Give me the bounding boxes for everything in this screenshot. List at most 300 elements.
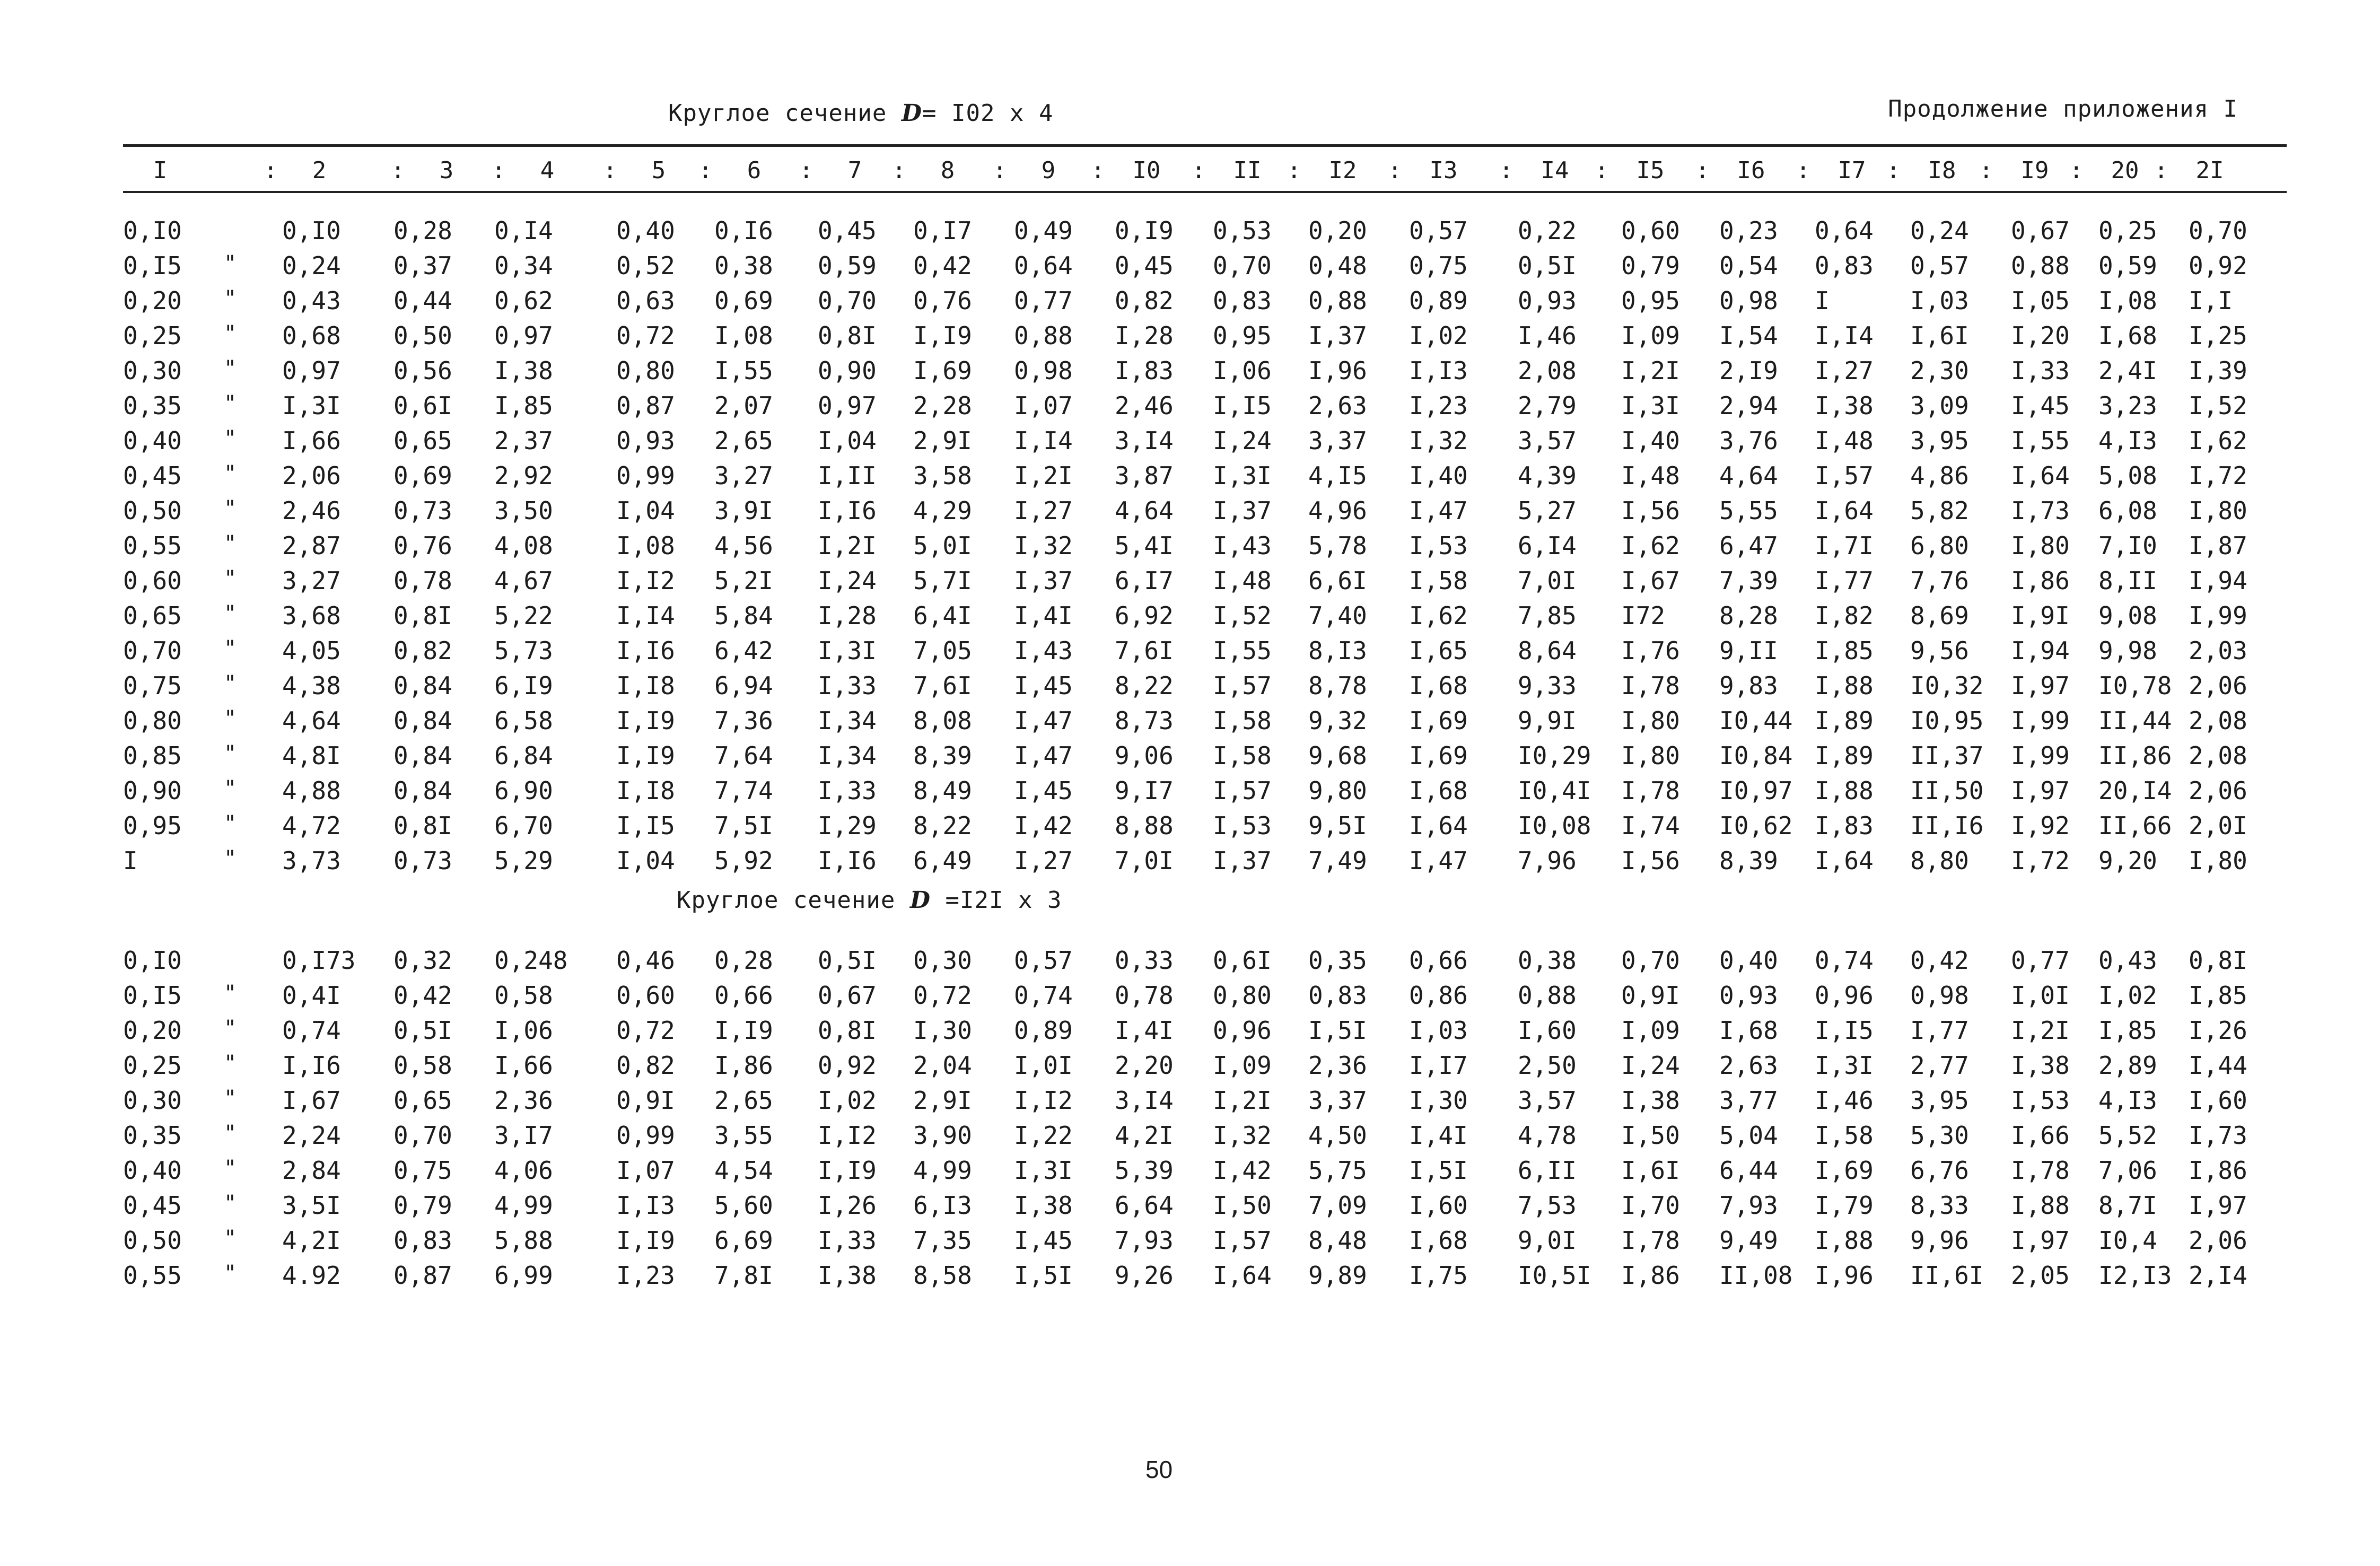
column-separator: : bbox=[603, 157, 617, 184]
table-cell: I,04 bbox=[616, 846, 675, 875]
table-row bbox=[123, 1121, 2287, 1155]
table-cell: 0,72 bbox=[616, 1016, 675, 1045]
table-cell: 0,76 bbox=[913, 286, 972, 315]
table-cell: I0,84 bbox=[1719, 741, 1793, 770]
table-cell: 0,8I bbox=[818, 321, 877, 350]
table-cell: 6,47 bbox=[1719, 531, 1778, 560]
table-cell: 0,20 bbox=[1308, 216, 1367, 245]
table-cell: I0,4 bbox=[2098, 1226, 2157, 1255]
table-cell: 2,87 bbox=[282, 531, 341, 560]
table-cell: 2,50 bbox=[1518, 1051, 1577, 1080]
table-cell: 0,99 bbox=[616, 1121, 675, 1150]
table-cell: I,79 bbox=[1815, 1191, 1874, 1220]
table-cell: I,99 bbox=[2189, 601, 2247, 630]
table-cell: I,83 bbox=[1115, 356, 1174, 385]
table-cell: 7,40 bbox=[1308, 601, 1367, 630]
table-cell: I,72 bbox=[2189, 461, 2247, 490]
table-cell: I,47 bbox=[1409, 496, 1468, 525]
row-label: 0,30 bbox=[123, 356, 182, 385]
table-cell: I,05 bbox=[2011, 286, 2070, 315]
row-label: 0,55 bbox=[123, 1261, 182, 1290]
table-cell: I,I5 bbox=[1213, 391, 1272, 420]
table-cell: I,86 bbox=[2011, 566, 2070, 595]
table-row bbox=[123, 216, 2287, 250]
table-cell: I,27 bbox=[1014, 496, 1073, 525]
table-cell: 3,27 bbox=[714, 461, 773, 490]
table-cell: I,42 bbox=[1014, 811, 1073, 840]
table-cell: 0,73 bbox=[393, 846, 452, 875]
table-cell: 3,95 bbox=[1910, 426, 1969, 455]
column-separator: : bbox=[1192, 157, 1206, 184]
table-cell: I,47 bbox=[1409, 846, 1468, 875]
row-label: 0,90 bbox=[123, 776, 182, 805]
table-cell: 8,33 bbox=[1910, 1191, 1969, 1220]
table-cell: 0,8I bbox=[2189, 946, 2247, 975]
table-cell: 3,50 bbox=[494, 496, 553, 525]
table-row bbox=[123, 251, 2287, 285]
table-cell: I,27 bbox=[1014, 846, 1073, 875]
table-row bbox=[123, 846, 2287, 880]
table-cell: 7,6I bbox=[1115, 636, 1174, 665]
table-cell: 4,78 bbox=[1518, 1121, 1577, 1150]
table-cell: 4,64 bbox=[1719, 461, 1778, 490]
table-cell: I,56 bbox=[1621, 496, 1680, 525]
table-row bbox=[123, 321, 2287, 355]
table-cell: 3,73 bbox=[282, 846, 341, 875]
ditto-mark: " bbox=[224, 811, 237, 836]
table-cell: I,48 bbox=[1621, 461, 1680, 490]
table-row bbox=[123, 286, 2287, 320]
table-cell: I,28 bbox=[818, 601, 877, 630]
table-cell: I,40 bbox=[1409, 461, 1468, 490]
table-cell: I,09 bbox=[1621, 1016, 1680, 1045]
table-cell: 0,98 bbox=[1719, 286, 1778, 315]
column-header: I0 bbox=[1132, 157, 1161, 184]
table-cell: 0,33 bbox=[1115, 946, 1174, 975]
table-cell: 0,65 bbox=[393, 426, 452, 455]
table-cell: I,70 bbox=[1621, 1191, 1680, 1220]
table-cell: 0,I0 bbox=[282, 216, 341, 245]
table-cell: 3,87 bbox=[1115, 461, 1174, 490]
table-cell: I,55 bbox=[2011, 426, 2070, 455]
table-cell: 0,25 bbox=[2098, 216, 2157, 245]
table-cell: I,08 bbox=[714, 321, 773, 350]
table-cell: 0,68 bbox=[282, 321, 341, 350]
table-cell: 7,93 bbox=[1115, 1226, 1174, 1255]
table-cell: I,56 bbox=[1621, 846, 1680, 875]
row-label: 0,30 bbox=[123, 1086, 182, 1115]
column-header: I4 bbox=[1541, 157, 1569, 184]
table-cell: I0,5I bbox=[1518, 1261, 1591, 1290]
table-row bbox=[123, 1226, 2287, 1260]
table-cell: 6,I3 bbox=[913, 1191, 972, 1220]
table-cell: I,99 bbox=[2011, 706, 2070, 735]
table-cell: I,3I bbox=[1815, 1051, 1874, 1080]
table-cell: I,5I bbox=[1409, 1156, 1468, 1185]
table-cell: I,24 bbox=[818, 566, 877, 595]
table-cell: 0,97 bbox=[818, 391, 877, 420]
table-cell: I,80 bbox=[2011, 531, 2070, 560]
table-cell: 4,50 bbox=[1308, 1121, 1367, 1150]
table-cell: I0,78 bbox=[2098, 671, 2172, 700]
table-cell: 2,03 bbox=[2189, 636, 2247, 665]
table-cell: 8,88 bbox=[1115, 811, 1174, 840]
table-cell: 9,26 bbox=[1115, 1261, 1174, 1290]
table-cell: 2,07 bbox=[714, 391, 773, 420]
table-cell: 5,04 bbox=[1719, 1121, 1778, 1150]
table-cell: 0,70 bbox=[2189, 216, 2247, 245]
table-cell: I,34 bbox=[818, 741, 877, 770]
column-header: I5 bbox=[1636, 157, 1665, 184]
table-cell: 2,I4 bbox=[2189, 1261, 2247, 1290]
table-cell: 0,I6 bbox=[714, 216, 773, 245]
table-cell: 0,95 bbox=[1621, 286, 1680, 315]
table-cell: 0,73 bbox=[393, 496, 452, 525]
table-cell: I,4I bbox=[1115, 1016, 1174, 1045]
ditto-mark: " bbox=[224, 391, 237, 416]
table-cell: 3,I4 bbox=[1115, 426, 1174, 455]
table-cell: 8,7I bbox=[2098, 1191, 2157, 1220]
table-cell: 2,36 bbox=[494, 1086, 553, 1115]
table-cell: 6,64 bbox=[1115, 1191, 1174, 1220]
table-cell: I,I9 bbox=[616, 741, 675, 770]
column-separator: : bbox=[1499, 157, 1513, 184]
table-cell: 0,38 bbox=[1518, 946, 1577, 975]
table-cell: 6,70 bbox=[494, 811, 553, 840]
table-cell: 0,98 bbox=[1014, 356, 1073, 385]
table-cell: I,77 bbox=[1910, 1016, 1969, 1045]
table-cell: I,92 bbox=[2011, 811, 2070, 840]
column-separator: : bbox=[1796, 157, 1810, 184]
column-header: 2 bbox=[312, 157, 327, 184]
table-cell: 2,4I bbox=[2098, 356, 2157, 385]
table-cell: 7,0I bbox=[1518, 566, 1577, 595]
table-cell: I,52 bbox=[2189, 391, 2247, 420]
table-cell: 0,5I bbox=[393, 1016, 452, 1045]
table-cell: 4,99 bbox=[913, 1156, 972, 1185]
table-cell: I,I8 bbox=[616, 671, 675, 700]
ditto-mark: " bbox=[224, 601, 237, 626]
column-separator: : bbox=[1979, 157, 1993, 184]
table-cell: 5,30 bbox=[1910, 1121, 1969, 1150]
table-cell: 0,64 bbox=[1014, 251, 1073, 280]
table-cell: 0,80 bbox=[1213, 981, 1272, 1010]
table-cell: I,I2 bbox=[818, 1121, 877, 1150]
table-cell: I,24 bbox=[1621, 1051, 1680, 1080]
table-cell: 5,92 bbox=[714, 846, 773, 875]
header-bottom-rule bbox=[123, 191, 2287, 193]
table-cell: I,4I bbox=[1014, 601, 1073, 630]
table-cell: 6,69 bbox=[714, 1226, 773, 1255]
table-cell: I,08 bbox=[2098, 286, 2157, 315]
table-cell: I0,97 bbox=[1719, 776, 1793, 805]
table-cell: I,62 bbox=[1621, 531, 1680, 560]
table-cell: 2,0I bbox=[2189, 811, 2247, 840]
table-cell: I,69 bbox=[1815, 1156, 1874, 1185]
table-cell: 0,88 bbox=[1308, 286, 1367, 315]
row-label: 0,I5 bbox=[123, 981, 182, 1010]
table-cell: I,57 bbox=[1213, 776, 1272, 805]
ditto-mark: " bbox=[224, 671, 237, 696]
table-cell: 9,06 bbox=[1115, 741, 1174, 770]
table-row bbox=[123, 946, 2287, 980]
table-cell: 0,45 bbox=[1115, 251, 1174, 280]
table-row bbox=[123, 811, 2287, 845]
table-cell: 2,36 bbox=[1308, 1051, 1367, 1080]
table-cell: 0,248 bbox=[494, 946, 568, 975]
table-cell: 7,5I bbox=[714, 811, 773, 840]
row-label: 0,45 bbox=[123, 461, 182, 490]
table-cell: I,3I bbox=[282, 391, 341, 420]
table-cell: 8,69 bbox=[1910, 601, 1969, 630]
table-cell: 2,28 bbox=[913, 391, 972, 420]
row-label: 0,I0 bbox=[123, 216, 182, 245]
table-cell: I,88 bbox=[1815, 671, 1874, 700]
table-cell: I,38 bbox=[818, 1261, 877, 1290]
table-cell: I,65 bbox=[1409, 636, 1468, 665]
table-cell: 2,06 bbox=[282, 461, 341, 490]
header-top-rule bbox=[123, 144, 2287, 147]
table-cell: I,86 bbox=[1621, 1261, 1680, 1290]
table-cell: 0,44 bbox=[393, 286, 452, 315]
ditto-mark: " bbox=[224, 1191, 237, 1215]
table-cell: 0,74 bbox=[1014, 981, 1073, 1010]
table-cell: I,74 bbox=[1621, 811, 1680, 840]
table-cell: I,I9 bbox=[818, 1156, 877, 1185]
table-cell: II,50 bbox=[1910, 776, 1984, 805]
row-label: 0,20 bbox=[123, 286, 182, 315]
table-cell: 8,39 bbox=[1719, 846, 1778, 875]
table-cell: I,32 bbox=[1014, 531, 1073, 560]
ditto-mark: " bbox=[224, 531, 237, 556]
table-cell: I,69 bbox=[1409, 706, 1468, 735]
table-cell: 0,93 bbox=[1719, 981, 1778, 1010]
table-cell: I,78 bbox=[1621, 671, 1680, 700]
table-cell: I,85 bbox=[494, 391, 553, 420]
column-header: 5 bbox=[651, 157, 666, 184]
table-cell: I,64 bbox=[1213, 1261, 1272, 1290]
row-label: 0,85 bbox=[123, 741, 182, 770]
table-cell: I,97 bbox=[2189, 1191, 2247, 1220]
table-cell: I,62 bbox=[1409, 601, 1468, 630]
table-cell: 0,93 bbox=[1518, 286, 1577, 315]
ditto-mark: " bbox=[224, 356, 237, 381]
table-cell: 7,53 bbox=[1518, 1191, 1577, 1220]
table-cell: I,26 bbox=[818, 1191, 877, 1220]
table-cell: 2,46 bbox=[1115, 391, 1174, 420]
section-subtitle bbox=[677, 887, 1062, 914]
column-header: 6 bbox=[747, 157, 762, 184]
table-cell: 8,78 bbox=[1308, 671, 1367, 700]
table-cell: I,I9 bbox=[616, 706, 675, 735]
table-cell: I bbox=[1815, 286, 1830, 315]
column-separator: : bbox=[2069, 157, 2084, 184]
table-cell: I,I9 bbox=[714, 1016, 773, 1045]
table-cell: 9,68 bbox=[1308, 741, 1367, 770]
table-cell: I,53 bbox=[2011, 1086, 2070, 1115]
column-separator: : bbox=[1886, 157, 1901, 184]
table-cell: 0,42 bbox=[913, 251, 972, 280]
table-cell: II,66 bbox=[2098, 811, 2172, 840]
table-cell: 4,05 bbox=[282, 636, 341, 665]
table-row bbox=[123, 1086, 2287, 1120]
table-cell: 9,56 bbox=[1910, 636, 1969, 665]
table-cell: 0,77 bbox=[1014, 286, 1073, 315]
table-cell: 0,58 bbox=[393, 1051, 452, 1080]
table-row bbox=[123, 981, 2287, 1015]
table-cell: II,6I bbox=[1910, 1261, 1984, 1290]
table-cell: 2,20 bbox=[1115, 1051, 1174, 1080]
table-cell: I2,I3 bbox=[2098, 1261, 2172, 1290]
table-cell: I,37 bbox=[1308, 321, 1367, 350]
table-cell: 3,77 bbox=[1719, 1086, 1778, 1115]
table-row bbox=[123, 391, 2287, 425]
table-cell: I,46 bbox=[1815, 1086, 1874, 1115]
table-cell: 8,I3 bbox=[1308, 636, 1367, 665]
column-separator: : bbox=[799, 157, 813, 184]
table-cell: I,96 bbox=[1815, 1261, 1874, 1290]
table-cell: 3,I4 bbox=[1115, 1086, 1174, 1115]
table-cell: I,33 bbox=[2011, 356, 2070, 385]
table-cell: 2,06 bbox=[2189, 1226, 2247, 1255]
table-cell: 2,77 bbox=[1910, 1051, 1969, 1080]
table-cell: I,72 bbox=[2011, 846, 2070, 875]
table-cell: 0,83 bbox=[1815, 251, 1874, 280]
table-cell: 6,94 bbox=[714, 671, 773, 700]
table-cell: 0,I9 bbox=[1115, 216, 1174, 245]
ditto-mark: " bbox=[224, 1016, 237, 1040]
table-cell: I,38 bbox=[1014, 1191, 1073, 1220]
ditto-mark: " bbox=[224, 1226, 237, 1250]
table-cell: 0,77 bbox=[2011, 946, 2070, 975]
table-cell: I,78 bbox=[1621, 776, 1680, 805]
table-cell: 0,74 bbox=[282, 1016, 341, 1045]
ditto-mark: " bbox=[224, 321, 237, 346]
table-cell: 5,73 bbox=[494, 636, 553, 665]
table-cell: I,60 bbox=[1409, 1191, 1468, 1220]
table-cell: 6,44 bbox=[1719, 1156, 1778, 1185]
table-cell: 0,57 bbox=[1014, 946, 1073, 975]
table-cell: 6,58 bbox=[494, 706, 553, 735]
table-cell: 0,5I bbox=[818, 946, 877, 975]
table-cell: 0,78 bbox=[1115, 981, 1174, 1010]
column-separator: : bbox=[1091, 157, 1105, 184]
table-cell: 0,83 bbox=[393, 1226, 452, 1255]
table-cell: I,2I bbox=[1213, 1086, 1272, 1115]
table-cell: I,46 bbox=[1518, 321, 1577, 350]
column-separator: : bbox=[264, 157, 278, 184]
table-cell: 8,28 bbox=[1719, 601, 1778, 630]
ditto-mark: " bbox=[224, 251, 237, 276]
table-cell: 5,08 bbox=[2098, 461, 2157, 490]
table-cell: 6,49 bbox=[913, 846, 972, 875]
table-cell: 0,8I bbox=[393, 811, 452, 840]
table-cell: I,69 bbox=[1409, 741, 1468, 770]
table-cell: 2,I9 bbox=[1719, 356, 1778, 385]
table-cell: 2,05 bbox=[2011, 1261, 2070, 1290]
table-cell: 5,82 bbox=[1910, 496, 1969, 525]
table-cell: 4,86 bbox=[1910, 461, 1969, 490]
table-cell: 2,04 bbox=[913, 1051, 972, 1080]
table-cell: I,50 bbox=[1213, 1191, 1272, 1220]
ditto-mark: " bbox=[224, 1051, 237, 1075]
table-cell: 0,97 bbox=[282, 356, 341, 385]
table-cell: 7,06 bbox=[2098, 1156, 2157, 1185]
table-cell: 0,74 bbox=[1815, 946, 1874, 975]
table-cell: 0,59 bbox=[818, 251, 877, 280]
table-cell: 2,79 bbox=[1518, 391, 1577, 420]
table-cell: I,I4 bbox=[616, 601, 675, 630]
table-cell: 2,08 bbox=[1518, 356, 1577, 385]
table-row bbox=[123, 1016, 2287, 1050]
table-cell: I,7I bbox=[1815, 531, 1874, 560]
table-cell: 4,I3 bbox=[2098, 426, 2157, 455]
table-cell: 20,I4 bbox=[2098, 776, 2172, 805]
table-cell: I,0I bbox=[1014, 1051, 1073, 1080]
table-row bbox=[123, 1261, 2287, 1295]
table-cell: I,26 bbox=[2189, 1016, 2247, 1045]
table-cell: 3,57 bbox=[1518, 1086, 1577, 1115]
table-cell: 0,53 bbox=[1213, 216, 1272, 245]
table-cell: I,83 bbox=[1815, 811, 1874, 840]
ditto-mark: " bbox=[224, 1086, 237, 1110]
column-separator: : bbox=[1595, 157, 1609, 184]
table-cell: 4,39 bbox=[1518, 461, 1577, 490]
table-cell: 8,49 bbox=[913, 776, 972, 805]
table-cell: I,64 bbox=[1409, 811, 1468, 840]
table-cell: 5,60 bbox=[714, 1191, 773, 1220]
table-cell: 7,09 bbox=[1308, 1191, 1367, 1220]
column-header: I9 bbox=[2020, 157, 2049, 184]
table-cell: 0,62 bbox=[494, 286, 553, 315]
table-row bbox=[123, 636, 2287, 670]
table-cell: I,07 bbox=[1014, 391, 1073, 420]
table-cell: I,86 bbox=[714, 1051, 773, 1080]
table-cell: I,I6 bbox=[616, 636, 675, 665]
table-cell: 2,9I bbox=[913, 426, 972, 455]
table-cell: I,04 bbox=[616, 496, 675, 525]
table-cell: 5,22 bbox=[494, 601, 553, 630]
table-cell: 3,09 bbox=[1910, 391, 1969, 420]
table-cell: I,66 bbox=[494, 1051, 553, 1080]
table-cell: 0,43 bbox=[282, 286, 341, 315]
table-cell: I,I bbox=[2189, 286, 2233, 315]
table-cell: I,I2 bbox=[1014, 1086, 1073, 1115]
table-cell: 2,9I bbox=[913, 1086, 972, 1115]
table-cell: I,42 bbox=[1213, 1156, 1272, 1185]
column-header: 3 bbox=[439, 157, 454, 184]
table-cell: 7,74 bbox=[714, 776, 773, 805]
table-cell: I,38 bbox=[1621, 1086, 1680, 1115]
table-cell: 5,2I bbox=[714, 566, 773, 595]
table-cell: 0,92 bbox=[2189, 251, 2247, 280]
column-header: I8 bbox=[1928, 157, 1956, 184]
title-value: = I02 x 4 bbox=[922, 100, 1054, 127]
title-prefix: Круглое сечение bbox=[668, 100, 887, 127]
table-cell: I,96 bbox=[1308, 356, 1367, 385]
table-cell: I,40 bbox=[1621, 426, 1680, 455]
table-cell: 0,9I bbox=[616, 1086, 675, 1115]
row-label: 0,60 bbox=[123, 566, 182, 595]
table-cell: 4,96 bbox=[1308, 496, 1367, 525]
table-cell: 3,37 bbox=[1308, 426, 1367, 455]
table-cell: 0,90 bbox=[818, 356, 877, 385]
table-cell: II,37 bbox=[1910, 741, 1984, 770]
table-cell: 0,4I bbox=[282, 981, 341, 1010]
row-label: 0,I0 bbox=[123, 946, 182, 975]
table-cell: 7,49 bbox=[1308, 846, 1367, 875]
table-cell: 0,24 bbox=[1910, 216, 1969, 245]
